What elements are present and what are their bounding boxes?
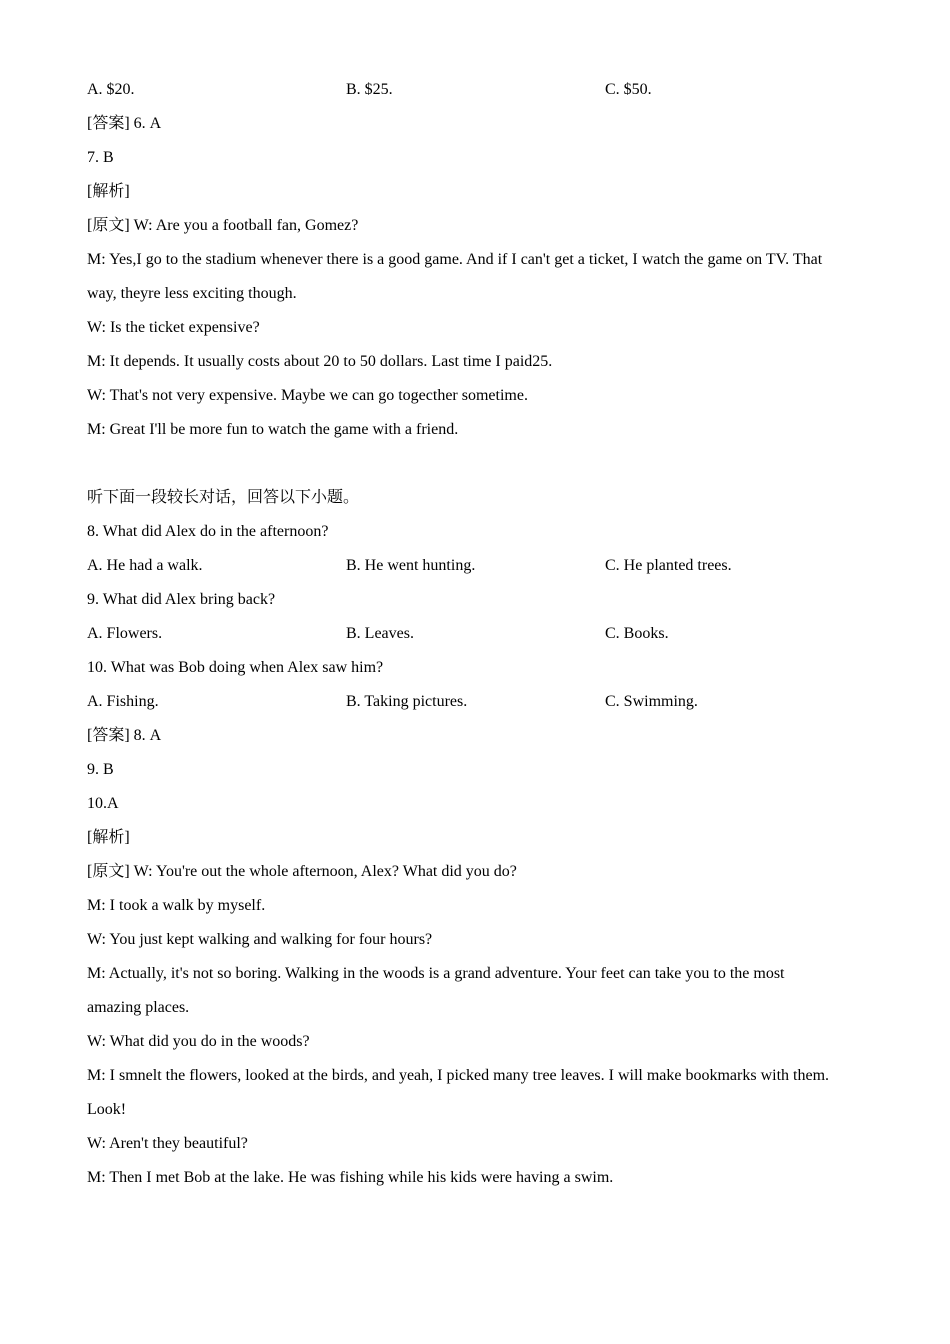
transcript-line: W: You just kept walking and walking for four hours? <box>87 931 433 948</box>
transcript-line: M: It depends. It usually costs about 20 to 50 dollars. Last time I paid25. <box>87 353 553 370</box>
question-9: 9. What did Alex bring back? <box>87 591 276 608</box>
option-b: B. Leaves. <box>346 625 414 642</box>
transcript-line: [原文] W: You're out the whole afternoon, Alex? What did you do? <box>87 863 517 880</box>
transcript-line: [原文] W: Are you a football fan, Gomez? <box>87 217 359 234</box>
document-page <box>87 73 877 1195</box>
option-b: B. Taking pictures. <box>346 693 468 710</box>
transcript-line: W: That's not very expensive. Maybe we can go togecther sometime. <box>87 387 528 404</box>
question-9-options <box>87 617 877 651</box>
transcript-line: W: What did you do in the woods? <box>87 1033 310 1050</box>
option-a: A. Fishing. <box>87 693 159 710</box>
option-c: C. He planted trees. <box>605 557 732 574</box>
spacer <box>87 447 877 481</box>
option-a: A. He had a walk. <box>87 557 203 574</box>
section-instruction: 听下面一段较长对话，回答以下小题。 <box>87 489 360 506</box>
transcript-line: W: Is the ticket expensive? <box>87 319 260 336</box>
transcript-line: M: Then I met Bob at the lake. He was fishing while his kids were having a swim. <box>87 1169 614 1186</box>
option-c: C. Swimming. <box>605 693 698 710</box>
option-a: A. $20. <box>87 81 135 98</box>
option-c: C. $50. <box>605 81 652 98</box>
option-b: B. He went hunting. <box>346 557 476 574</box>
option-b: B. $25. <box>346 81 393 98</box>
transcript-1 <box>87 209 877 447</box>
transcript-line: M: I took a walk by myself. <box>87 897 266 914</box>
transcript-line: way, theyre less exciting though. <box>87 285 297 302</box>
transcript-line: M: I smnelt the flowers, looked at the birds, and yeah, I picked many tree leaves. I will make bookmarks with them. <box>87 1067 830 1084</box>
answer-line: 7. B <box>87 149 114 166</box>
answer-line: 9. B <box>87 761 114 778</box>
question-8: 8. What did Alex do in the afternoon? <box>87 523 329 540</box>
answer-label: [答案] 8. A <box>87 727 162 744</box>
question-8-options <box>87 549 877 583</box>
transcript-line: amazing places. <box>87 999 190 1016</box>
analysis-label: [解析] <box>87 183 130 200</box>
transcript-line: M: Yes,I go to the stadium whenever there is a good game. And if I can't get a ticket, I watch the game on TV. That <box>87 251 823 268</box>
transcript-line: M: Actually, it's not so boring. Walking in the woods is a grand adventure. Your feet can take you to the most <box>87 965 785 982</box>
answer-line: 10.A <box>87 795 119 812</box>
analysis-label: [解析] <box>87 829 130 846</box>
transcript-line: M: Great I'll be more fun to watch the game with a friend. <box>87 421 459 438</box>
question-5-options <box>87 73 877 107</box>
transcript-line: W: Aren't they beautiful? <box>87 1135 248 1152</box>
transcript-line: Look! <box>87 1101 127 1118</box>
answer-label: [答案] 6. A <box>87 115 162 132</box>
option-c: C. Books. <box>605 625 669 642</box>
question-10: 10. What was Bob doing when Alex saw him? <box>87 659 384 676</box>
transcript-2 <box>87 855 877 1195</box>
question-10-options <box>87 685 877 719</box>
option-a: A. Flowers. <box>87 625 163 642</box>
